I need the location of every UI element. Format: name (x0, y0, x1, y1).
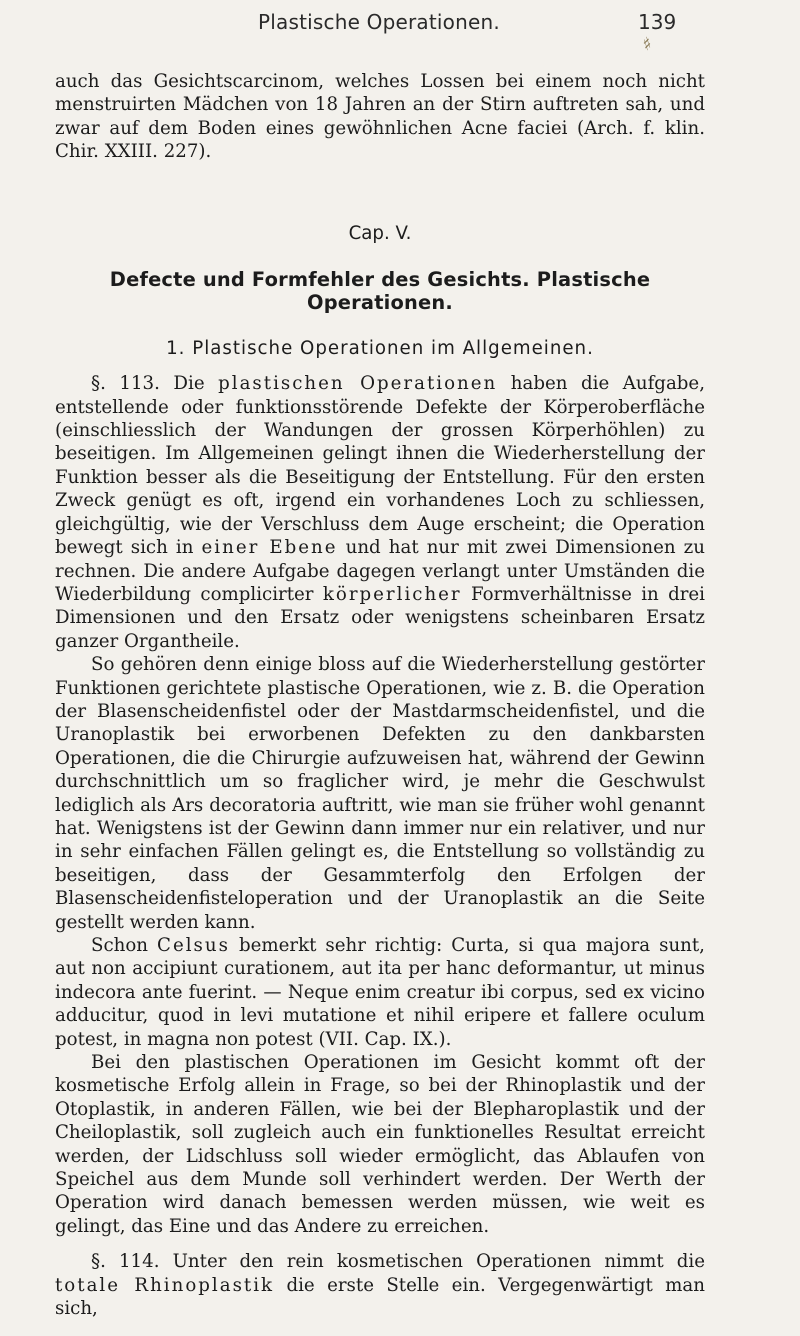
running-head (0, 8, 800, 38)
chapter-label: Cap. V. (348, 222, 412, 244)
section-113-intro: §. 113. Die (91, 373, 205, 395)
author-celsus: Celsus (157, 935, 230, 956)
section-113-paragraph-2: So gehören denn einige bloss auf die Wiederherstellung gestörter Funktionen gerichtete plastische Operationen, wie z. B. die Operation der Blasenscheidenfistel oder der Mastdarmscheidenfistel, und die Uranoplastik bei erworbenen Defekten zu den dankbarsten Operationen, die die Chirurgie aufzuweisen hat, während der Gewinn durchschnittlich um so fraglicher wird, je mehr die Geschwulst lediglich als Ars decoratoria auftritt, wie man sie früher wohl genannt hat. Wenigstens ist der Gewinn dann immer nur ein relativer, und nur in sehr einfachen Fällen gelingt es, die Entstellung so vollständig zu beseitigen, dass der Gesammterfolg den Erfolgen der Blasenscheidenfisteloperation und der Uranoplastik an die Seite gestellt werden kann. (55, 654, 705, 933)
section-113-paragraph-4: Bei den plastischen Operationen im Gesicht kommt oft der kosmetische Erfolg allein in Frage, so bei der Rhinoplastik und der Otoplastik, in anderen Fällen, wie bei der Blepharoplastik und der Cheiloplastik, soll zugleich auch ein funktionelles Resultat erreicht werden, der Lidschluss soll wieder ermöglicht, das Ablaufen von Speichel aus dem Munde soll verhindert werden. Der Werth der Operation wird danach bemessen werden müssen, wie weit es gelingt, das Eine und das Andere zu erreichen. (55, 1052, 705, 1237)
section-114-intro: §. 114. Unter den rein kosmetischen Operationen nimmt die (91, 1251, 705, 1273)
body-text (55, 70, 705, 1321)
section-113-text-b: und hat nur mit zwei Dimensionen zu rechnen. Die andere Aufgabe dagegen verlangt unter Umständen die Wiederbildung complicirter (55, 537, 705, 605)
section-113-p3-text-b: bemerkt sehr richtig: Curta, si qua majora sunt, aut non accipiunt curationem, aut ita per hanc deformantur, ut minus indecora ante fuerint. — Neque enim creatur ibi corpus, sed ex vicino adducitur, quod in levi mutatione et nihil eripere et fallere oculum potest, in magna non potest (VII. Cap. IX.). (55, 935, 705, 1050)
term-koerperlicher: körperlicher (322, 583, 462, 605)
section-113-text-a: haben die Aufgabe, entstellende oder funktionsstörende Defekte der Körperoberfläche (einschliesslich der Wandungen der grossen Körperhöhlen) zu beseitigen. Im Allgemeinen gelingt ihnen die Wiederherstellung der Funktion besser als die Beseitigung der Entstellung. Für den ersten Zweck genügt es oft, irgend ein vorhandenes Loch zu schliessen, gleichgültig, wie der Verschluss dem Auge erscheint; die Operation bewegt sich in (55, 373, 705, 559)
section-113-paragraph-3 (55, 934, 705, 1051)
margin-mark: ♯ (639, 33, 655, 56)
section-113-paragraph-1 (55, 372, 705, 653)
term-einer-ebene: einer Ebene (201, 537, 338, 559)
intro-paragraph: auch das Gesichtscarcinom, welches Lossen bei einem noch nicht menstruirten Mädchen von 18 Jahren an der Stirn auftreten sah, und zwar auf dem Boden eines gewöhnlichen Acne faciei (Arch. f. klin. Chir. XXIII. 227). (55, 71, 705, 163)
term-totale-rhinoplastik: totale Rhinoplastik (55, 1274, 275, 1296)
page-number: 139 (638, 10, 677, 34)
term-plastische-operationen: plastischen Operationen (218, 373, 498, 395)
section-114-text-a: die erste Stelle ein. Vergegenwärtigt man sich, (55, 1274, 705, 1320)
section-113-p3-text-a: Schon (91, 935, 149, 956)
section-113-text-c: Formverhältnisse in drei Dimensionen und den Ersatz oder wenigstens scheinbaren Ersatz ganzer Organtheile. (55, 583, 705, 652)
section-114-paragraph-1 (55, 1250, 705, 1320)
section-title: 1. Plastische Operationen im Allgemeinen. (166, 337, 594, 359)
chapter-title: Defecte und Formfehler des Gesichts. Plastische Operationen. (109, 268, 651, 315)
running-title: Plastische Operationen. (258, 10, 500, 34)
